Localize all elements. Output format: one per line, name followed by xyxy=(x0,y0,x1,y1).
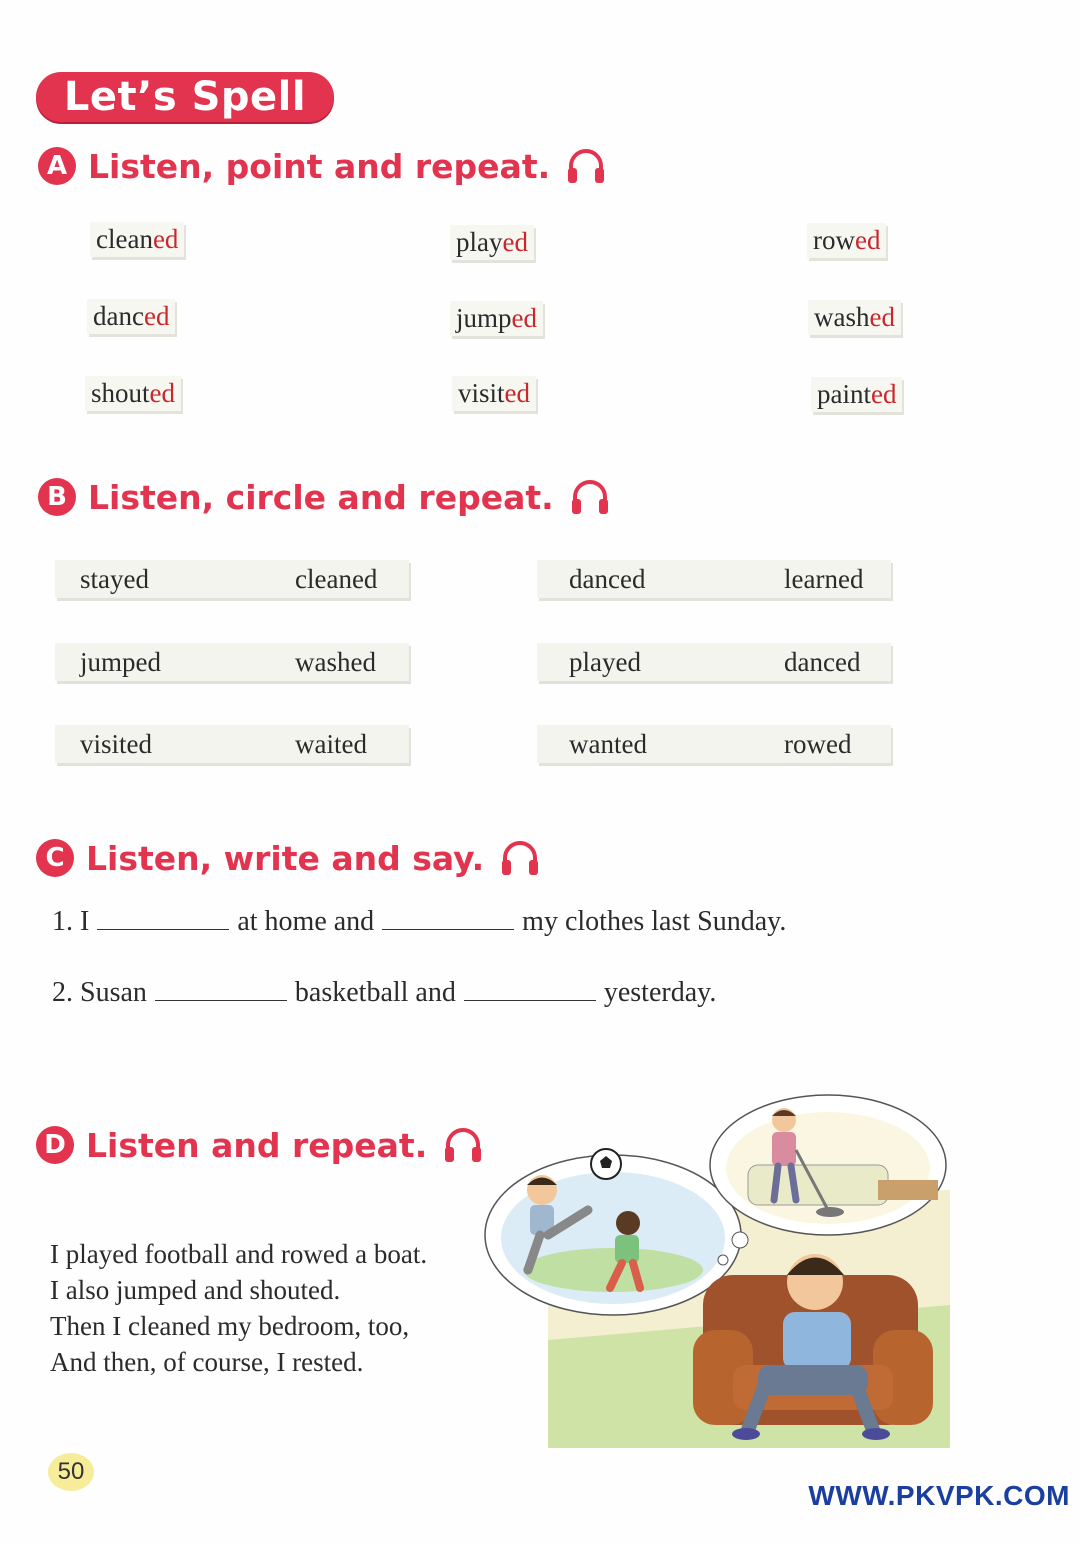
title-pill xyxy=(36,72,334,122)
word-option[interactable]: played xyxy=(569,647,641,677)
word-stem: jump xyxy=(456,303,512,333)
page-number: 50 xyxy=(48,1453,94,1491)
word-stem: clean xyxy=(96,224,153,254)
poem-line: Then I cleaned my bedroom, too, xyxy=(50,1311,410,1341)
word-suffix: ed xyxy=(871,379,897,409)
word-chip[interactable] xyxy=(450,225,534,260)
page-title: Let’s Spell xyxy=(63,74,307,120)
word-pair-bar xyxy=(55,725,409,763)
word-suffix: ed xyxy=(855,225,881,255)
headphones-icon[interactable] xyxy=(568,475,612,519)
word-option[interactable]: rowed xyxy=(784,729,852,759)
word-option[interactable]: waited xyxy=(295,729,367,759)
word-stem: visit xyxy=(458,378,505,408)
word-stem: wash xyxy=(814,302,870,332)
sentence-text: at home and xyxy=(237,906,375,937)
word-pair-bar xyxy=(55,643,409,681)
section-c-header xyxy=(36,835,542,881)
sentence-text: 2. Susan xyxy=(52,977,147,1008)
section-a-badge: A xyxy=(38,147,76,185)
answer-blank[interactable] xyxy=(464,978,596,1001)
poem-line: I also jumped and shouted. xyxy=(50,1275,341,1305)
word-pair-bar xyxy=(537,560,891,598)
word-pair-bar xyxy=(537,725,891,763)
word-suffix: ed xyxy=(504,378,530,408)
section-d-header xyxy=(36,1122,485,1168)
headphones-icon[interactable] xyxy=(498,836,542,880)
watermark: WWW.PKVPK.COM xyxy=(808,1480,1070,1511)
section-b-header xyxy=(38,474,612,520)
section-a-label: Listen, point and repeat. xyxy=(88,146,551,186)
fill-sentence-2 xyxy=(52,977,716,1009)
word-stem: row xyxy=(813,225,855,255)
word-option[interactable]: washed xyxy=(295,647,376,677)
word-stem: paint xyxy=(817,379,871,409)
word-chip[interactable] xyxy=(85,376,181,411)
sentence-text: yesterday. xyxy=(603,977,717,1008)
word-option[interactable]: jumped xyxy=(80,647,161,677)
answer-blank[interactable] xyxy=(155,978,287,1001)
sentence-text: 1. I xyxy=(52,906,90,937)
word-suffix: ed xyxy=(511,303,537,333)
poem-line: And then, of course, I rested. xyxy=(50,1347,364,1377)
word-suffix: ed xyxy=(143,301,170,331)
word-chip[interactable] xyxy=(90,222,184,257)
word-chip[interactable] xyxy=(807,223,886,258)
word-pair-bar xyxy=(537,643,891,681)
boy-resting-illustration xyxy=(478,1090,958,1455)
word-suffix: ed xyxy=(502,227,528,257)
answer-blank[interactable] xyxy=(382,907,514,930)
section-d-label: Listen and repeat. xyxy=(86,1125,428,1165)
sentence-text: basketball and xyxy=(294,977,456,1008)
poem-line: I played football and rowed a boat. xyxy=(50,1239,428,1269)
section-d-badge: D xyxy=(36,1126,74,1164)
word-suffix: ed xyxy=(869,302,895,332)
word-option[interactable]: cleaned xyxy=(295,564,378,594)
word-stem: shout xyxy=(91,378,150,408)
answer-blank[interactable] xyxy=(97,907,229,930)
word-chip[interactable] xyxy=(811,377,902,412)
section-a-header xyxy=(38,143,608,189)
sentence-text: my clothes last Sunday. xyxy=(522,906,787,937)
word-suffix: ed xyxy=(152,224,179,254)
poem xyxy=(50,1236,427,1380)
word-chip[interactable] xyxy=(808,300,901,335)
word-pair-bar xyxy=(55,560,409,598)
word-suffix: ed xyxy=(149,378,175,408)
section-b-badge: B xyxy=(38,478,76,516)
section-c-badge: C xyxy=(36,839,74,877)
word-option[interactable]: visited xyxy=(80,729,152,759)
section-c-label: Listen, write and say. xyxy=(86,838,485,878)
word-stem: play xyxy=(456,227,503,257)
section-b-label: Listen, circle and repeat. xyxy=(88,477,554,517)
word-chip[interactable] xyxy=(450,301,543,336)
word-option[interactable]: learned xyxy=(784,564,864,594)
word-option[interactable]: stayed xyxy=(80,564,149,594)
fill-sentence-1 xyxy=(52,906,786,938)
word-option[interactable]: wanted xyxy=(569,729,647,759)
word-option[interactable]: danced xyxy=(784,647,861,677)
word-option[interactable]: danced xyxy=(569,564,646,594)
word-stem: danc xyxy=(93,301,144,331)
word-chip[interactable] xyxy=(452,376,536,411)
headphones-icon[interactable] xyxy=(564,144,608,188)
word-chip[interactable] xyxy=(87,299,175,334)
